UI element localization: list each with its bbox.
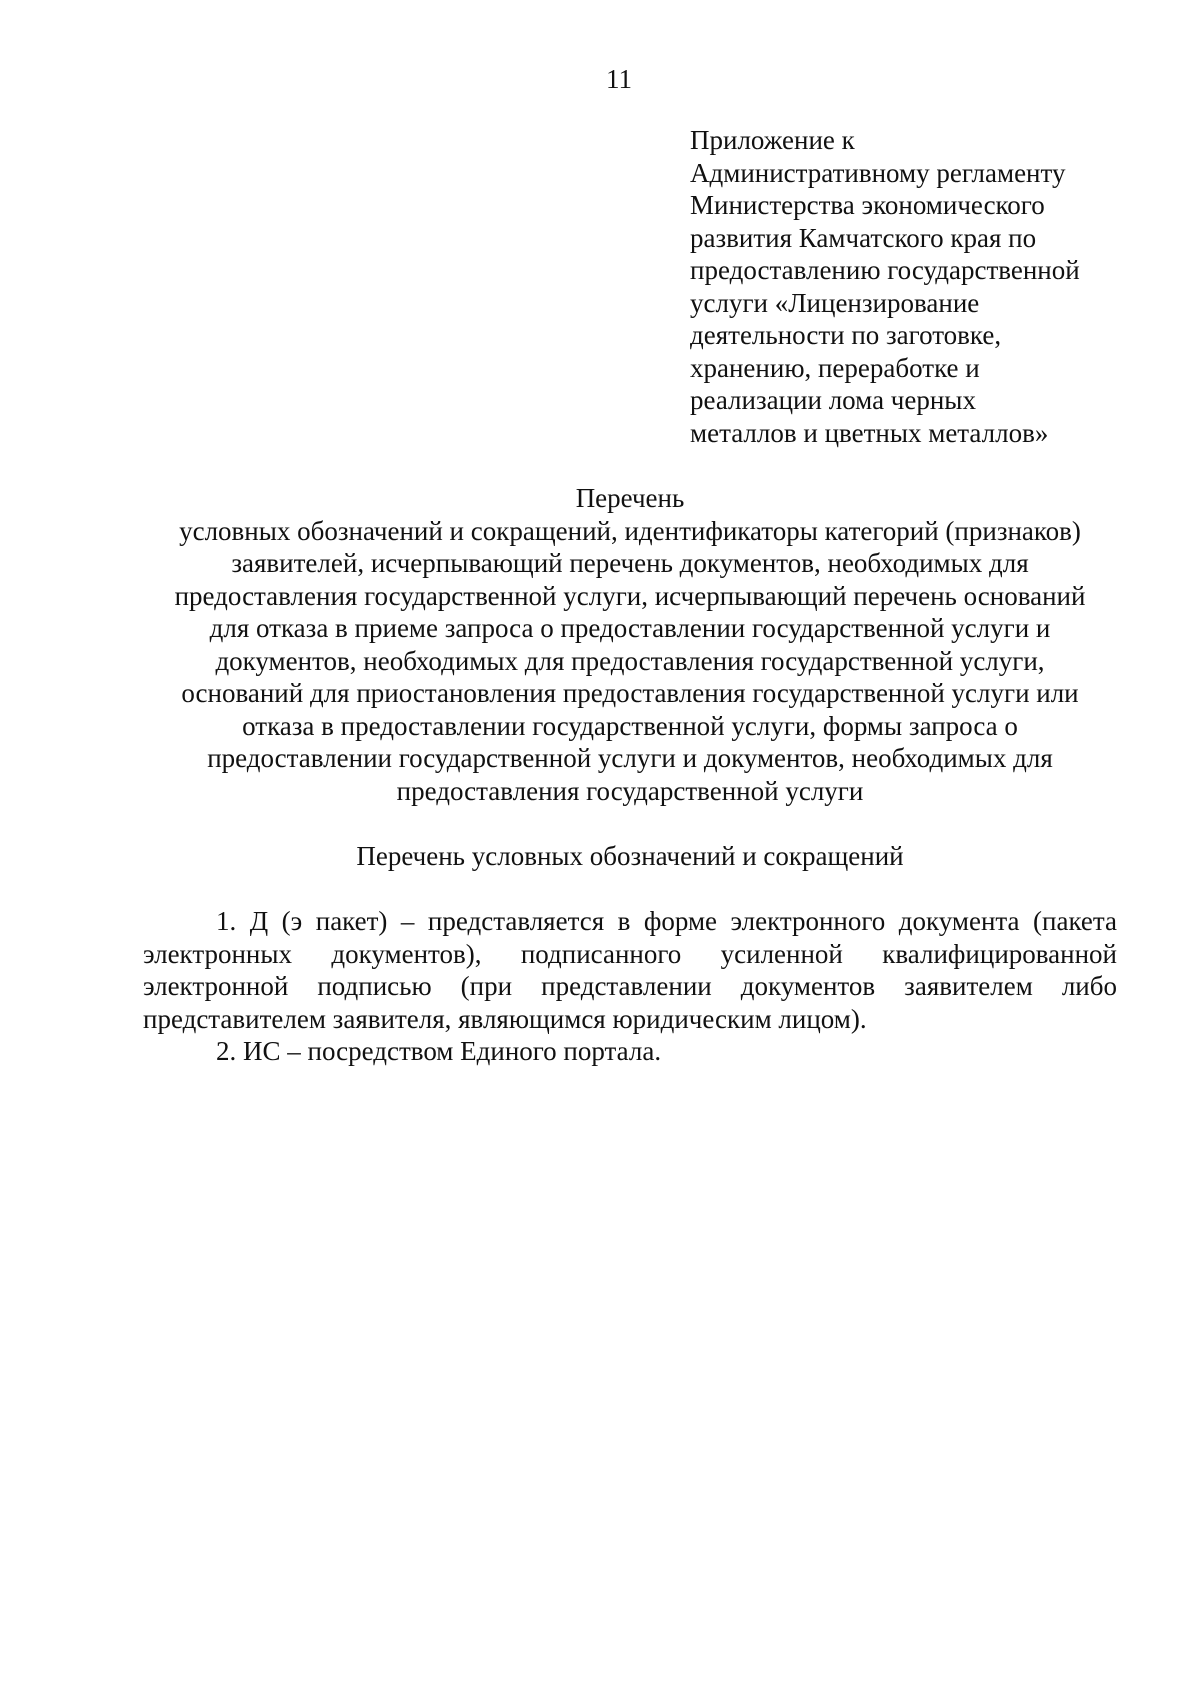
appendix-line: деятельности по заготовке, — [690, 320, 1002, 350]
appendix-line: Административному регламенту — [690, 157, 1066, 188]
title-line: для отказа в приеме запроса о предоставлении государственной услуги и — [209, 613, 1051, 643]
title-line: предоставления государственной услуги — [396, 775, 864, 806]
appendix-line: реализации лома черных — [690, 385, 976, 415]
title-line: предоставлении государственной услуги и документов, необходимых для — [207, 743, 1053, 773]
title-line: документов, необходимых для предоставления государственной услуги, — [215, 645, 1045, 676]
appendix-line: предоставлению государственной — [690, 255, 1080, 285]
abbreviation-list — [143, 905, 1117, 1068]
appendix-line: услуги «Лицензирование — [690, 287, 980, 318]
appendix-line: Приложение к — [690, 125, 855, 155]
title-line: оснований для приостановления предоставления государственной услуги или — [181, 678, 1079, 708]
appendix-line: хранению, переработке и — [690, 352, 980, 383]
list-item-line: 1. Д (э пакет) – представляется в форме электронного документа (пакета — [216, 906, 1117, 936]
title-line: отказа в предоставлении государственной услуги, формы запроса о — [242, 710, 1018, 741]
section-heading: Перечень условных обозначений и сокращений — [356, 841, 904, 871]
list-item-line: электронной подписью (при представлении документов заявителем либо — [143, 971, 1117, 1001]
list-item-line: представителем заявителя, являющимся юридическим лицом). — [143, 1003, 867, 1034]
list-item — [143, 905, 1117, 1035]
title-line: заявителей, исчерпывающий перечень документов, необходимых для — [231, 548, 1029, 578]
title-line: предоставления государственной услуги, исчерпывающий перечень оснований — [174, 580, 1086, 611]
appendix-line: развития Камчатского края по — [690, 222, 1037, 253]
appendix-header — [690, 124, 1110, 449]
title-line: Перечень — [575, 483, 685, 513]
appendix-line: Министерства экономического — [690, 190, 1045, 220]
list-item-line: электронных документов), подписанного усиленной квалифицированной — [143, 938, 1117, 969]
page-number: 11 — [606, 64, 632, 94]
appendix-line: металлов и цветных металлов» — [690, 417, 1049, 448]
list-item — [143, 1035, 1117, 1068]
document-title — [130, 482, 1130, 807]
list-item-line: 2. ИС – посредством Единого портала. — [216, 1036, 662, 1066]
title-line: условных обозначений и сокращений, идентификаторы категорий (признаков) — [179, 515, 1081, 546]
